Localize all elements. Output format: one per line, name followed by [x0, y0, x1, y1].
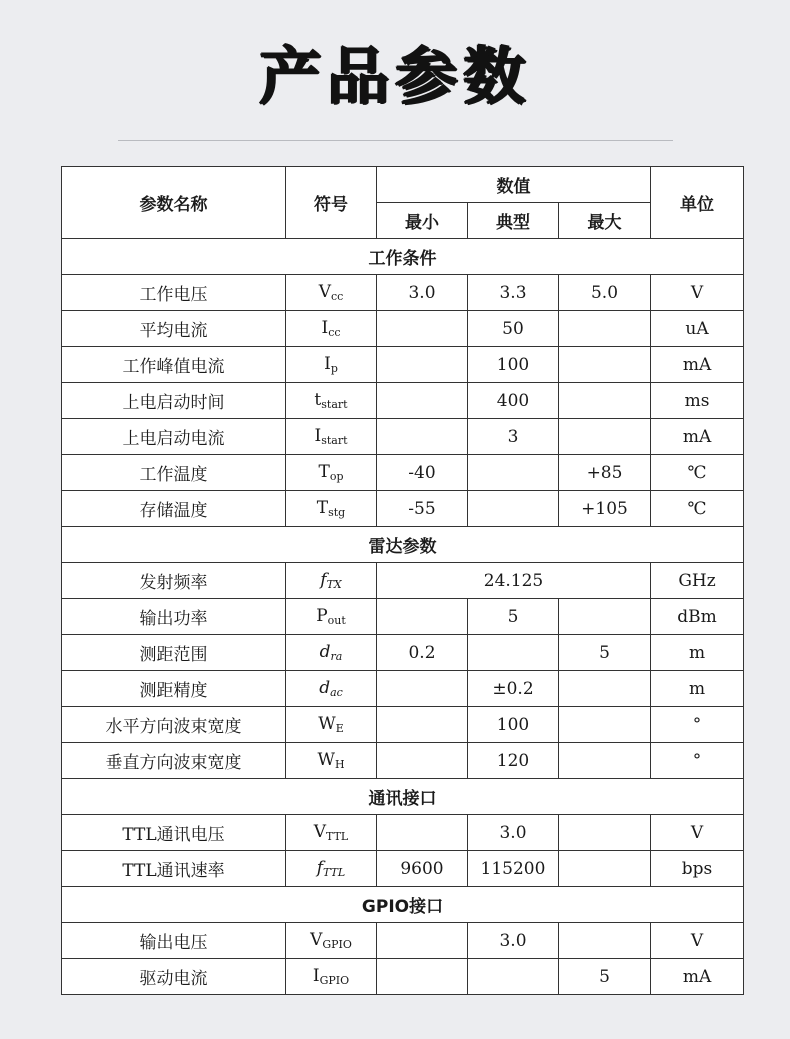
table-row — [62, 671, 744, 707]
param-unit: m — [651, 635, 744, 671]
param-name: 存储温度 — [62, 491, 286, 527]
param-min — [377, 743, 468, 779]
param-min — [377, 347, 468, 383]
param-unit: ℃ — [651, 491, 744, 527]
param-min — [377, 671, 468, 707]
param-unit: V — [651, 815, 744, 851]
param-max: 5 — [559, 635, 651, 671]
param-unit: bps — [651, 851, 744, 887]
symbol-subscript: E — [335, 722, 344, 735]
symbol-subscript: ra — [330, 650, 343, 663]
symbol-main: V — [310, 930, 323, 950]
symbol-subscript: TX — [326, 578, 342, 591]
symbol-main: d — [319, 642, 331, 662]
symbol-subscript: op — [329, 470, 344, 483]
param-unit: V — [651, 923, 744, 959]
table-row — [62, 383, 744, 419]
param-symbol — [286, 311, 377, 347]
table-row — [62, 851, 744, 887]
param-max: +85 — [559, 455, 651, 491]
table-row — [62, 563, 744, 599]
table-row — [62, 959, 744, 995]
table-row — [62, 599, 744, 635]
section-row — [62, 527, 744, 563]
section-title: 通讯接口 — [62, 779, 744, 815]
param-min — [377, 419, 468, 455]
table-row — [62, 419, 744, 455]
header-typ: 典型 — [468, 203, 559, 239]
param-symbol — [286, 419, 377, 455]
table-row — [62, 455, 744, 491]
param-unit: ms — [651, 383, 744, 419]
symbol-main: V — [313, 822, 327, 842]
param-symbol — [286, 851, 377, 887]
param-min — [377, 599, 468, 635]
symbol-subscript: GPIO — [322, 938, 352, 951]
symbol-subscript: H — [334, 758, 345, 771]
param-unit: GHz — [651, 563, 744, 599]
param-min — [377, 815, 468, 851]
param-max — [559, 815, 651, 851]
param-typ: 3 — [468, 419, 559, 455]
header-min: 最小 — [377, 203, 468, 239]
param-name: 工作电压 — [62, 275, 286, 311]
param-min: 3.0 — [377, 275, 468, 311]
param-symbol — [286, 671, 377, 707]
param-min — [377, 311, 468, 347]
symbol-subscript: cc — [328, 326, 341, 339]
param-max — [559, 743, 651, 779]
header-max: 最大 — [559, 203, 651, 239]
page-title: 产品参数 — [258, 39, 531, 112]
param-name: 测距范围 — [62, 635, 286, 671]
symbol-main: V — [318, 282, 331, 302]
table-row — [62, 707, 744, 743]
section-title: GPIO接口 — [62, 887, 744, 923]
symbol-main: I — [312, 966, 320, 986]
param-typ: 100 — [468, 707, 559, 743]
symbol-subscript: out — [327, 614, 346, 627]
symbol-main: W — [317, 750, 335, 770]
section-title: 工作条件 — [62, 239, 744, 275]
param-name: TTL通讯速率 — [62, 851, 286, 887]
param-min — [377, 959, 468, 995]
symbol-subscript: p — [330, 362, 338, 375]
param-max — [559, 419, 651, 455]
param-min: 0.2 — [377, 635, 468, 671]
table-row — [62, 815, 744, 851]
table-row — [62, 635, 744, 671]
param-unit: mA — [651, 419, 744, 455]
param-typ: 50 — [468, 311, 559, 347]
param-max — [559, 347, 651, 383]
symbol-main: I — [314, 426, 322, 446]
param-min — [377, 707, 468, 743]
param-max: 5 — [559, 959, 651, 995]
symbol-main: T — [316, 498, 329, 518]
param-min: 9600 — [377, 851, 468, 887]
param-name: 工作温度 — [62, 455, 286, 491]
symbol-main: f — [316, 858, 324, 878]
param-symbol — [286, 635, 377, 671]
param-name: 垂直方向波束宽度 — [62, 743, 286, 779]
header-symbol: 符号 — [286, 167, 377, 239]
param-typ: 400 — [468, 383, 559, 419]
symbol-main: W — [318, 714, 336, 734]
param-symbol — [286, 563, 377, 599]
param-unit: ° — [651, 743, 744, 779]
section-row — [62, 239, 744, 275]
title-divider — [118, 140, 673, 141]
param-name: 发射频率 — [62, 563, 286, 599]
param-typ: 5 — [468, 599, 559, 635]
param-typ — [468, 491, 559, 527]
param-max — [559, 671, 651, 707]
param-min — [377, 923, 468, 959]
symbol-main: d — [319, 678, 331, 698]
symbol-main: I — [324, 354, 331, 374]
param-unit: ° — [651, 707, 744, 743]
param-unit: dBm — [651, 599, 744, 635]
param-name: 输出电压 — [62, 923, 286, 959]
param-typ: 3.0 — [468, 923, 559, 959]
param-typ: 100 — [468, 347, 559, 383]
param-typ — [468, 959, 559, 995]
param-min — [377, 383, 468, 419]
param-unit: mA — [651, 959, 744, 995]
symbol-subscript: start — [321, 434, 348, 447]
param-symbol — [286, 743, 377, 779]
symbol-main: I — [321, 318, 329, 338]
product-params-table — [61, 166, 744, 995]
param-min: -55 — [377, 491, 468, 527]
header-name: 参数名称 — [62, 167, 286, 239]
param-max — [559, 599, 651, 635]
symbol-subscript: TTL — [323, 866, 346, 879]
section-title: 雷达参数 — [62, 527, 744, 563]
param-unit: mA — [651, 347, 744, 383]
param-typ: ±0.2 — [468, 671, 559, 707]
param-name: TTL通讯电压 — [62, 815, 286, 851]
param-typ — [468, 635, 559, 671]
param-max: +105 — [559, 491, 651, 527]
param-unit: uA — [651, 311, 744, 347]
param-max — [559, 311, 651, 347]
table-row — [62, 347, 744, 383]
header-unit: 单位 — [651, 167, 744, 239]
section-row — [62, 779, 744, 815]
symbol-main: f — [320, 570, 327, 590]
param-unit: ℃ — [651, 455, 744, 491]
symbol-main: t — [314, 390, 322, 410]
symbol-subscript: ac — [330, 686, 343, 699]
table-row — [62, 491, 744, 527]
param-max — [559, 851, 651, 887]
param-max — [559, 923, 651, 959]
param-max: 5.0 — [559, 275, 651, 311]
table-row — [62, 743, 744, 779]
symbol-subscript: GPIO — [319, 974, 350, 987]
param-symbol — [286, 491, 377, 527]
param-symbol — [286, 959, 377, 995]
table-row — [62, 311, 744, 347]
symbol-subscript: TTL — [326, 830, 349, 843]
symbol-subscript: stg — [328, 506, 346, 519]
symbol-main: P — [316, 606, 328, 626]
param-symbol — [286, 347, 377, 383]
param-typ: 115200 — [468, 851, 559, 887]
table-row — [62, 275, 744, 311]
param-typ: 3.3 — [468, 275, 559, 311]
param-max — [559, 707, 651, 743]
param-symbol — [286, 923, 377, 959]
param-min: -40 — [377, 455, 468, 491]
param-name: 水平方向波束宽度 — [62, 707, 286, 743]
param-symbol — [286, 275, 377, 311]
param-name: 上电启动电流 — [62, 419, 286, 455]
param-name: 测距精度 — [62, 671, 286, 707]
table-row — [62, 923, 744, 959]
param-name: 平均电流 — [62, 311, 286, 347]
param-value-merged: 24.125 — [377, 563, 651, 599]
symbol-main: T — [318, 462, 330, 482]
table-body — [62, 239, 744, 995]
param-symbol — [286, 815, 377, 851]
param-symbol — [286, 383, 377, 419]
param-symbol — [286, 707, 377, 743]
symbol-subscript: start — [321, 398, 348, 411]
header-value: 数值 — [377, 167, 651, 203]
param-name: 工作峰值电流 — [62, 347, 286, 383]
param-max — [559, 383, 651, 419]
param-name: 输出功率 — [62, 599, 286, 635]
table-header-row — [62, 167, 744, 203]
param-symbol — [286, 599, 377, 635]
param-unit: V — [651, 275, 744, 311]
param-typ: 3.0 — [468, 815, 559, 851]
param-name: 驱动电流 — [62, 959, 286, 995]
param-name: 上电启动时间 — [62, 383, 286, 419]
section-row — [62, 887, 744, 923]
param-typ: 120 — [468, 743, 559, 779]
param-symbol — [286, 455, 377, 491]
symbol-subscript: cc — [330, 290, 344, 303]
param-unit: m — [651, 671, 744, 707]
param-typ — [468, 455, 559, 491]
